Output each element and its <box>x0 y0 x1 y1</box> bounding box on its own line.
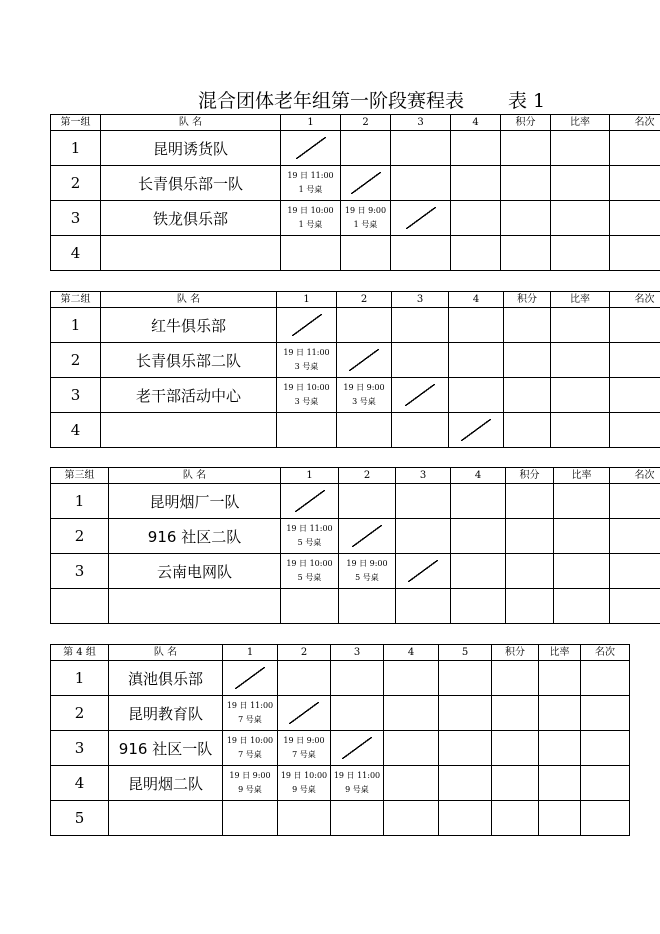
table-row <box>51 201 660 236</box>
match-table: 3 号桌 <box>294 397 319 406</box>
match-time: 19 日 11:00 <box>286 524 333 533</box>
schedule-cell <box>339 554 396 589</box>
document-title <box>0 86 660 114</box>
team-name: 916 社区二队 <box>109 519 281 554</box>
schedule-cell <box>223 731 278 766</box>
diagonal-cell <box>396 554 451 589</box>
match-table: 1 号桌 <box>353 220 378 229</box>
match-time: 19 日 11:00 <box>287 171 334 180</box>
header-col-3: 3 <box>391 115 451 131</box>
diagonal-cell <box>391 201 451 236</box>
match-table: 9 号桌 <box>238 785 262 794</box>
header-rank: 名次 <box>610 468 660 484</box>
group-1-table <box>50 114 660 271</box>
header-col-2: 2 <box>278 645 331 661</box>
match-time: 19 日 11:00 <box>226 701 274 710</box>
schedule-cell <box>281 554 339 589</box>
group-label: 第 4 组 <box>51 645 109 661</box>
header-col-3: 3 <box>396 468 451 484</box>
schedule-cell <box>278 766 331 801</box>
row-number: 3 <box>51 201 101 236</box>
match-table: 9 号桌 <box>345 785 369 794</box>
header-team-name: 队 名 <box>101 115 281 131</box>
schedule-cell <box>281 166 341 201</box>
team-name: 昆明诱货队 <box>101 131 281 166</box>
match-table: 3 号桌 <box>352 397 376 406</box>
table-row <box>51 378 660 413</box>
schedule-cell <box>223 696 278 731</box>
title-table-number: 表 1 <box>508 90 546 112</box>
header-col-4: 4 <box>451 115 501 131</box>
diagonal-cell <box>281 484 339 519</box>
table-row <box>51 484 660 519</box>
row-number: 2 <box>51 343 101 378</box>
table-row <box>51 661 630 696</box>
row-number: 1 <box>51 661 109 696</box>
team-name <box>101 236 281 271</box>
table-row <box>51 131 660 166</box>
table-row <box>51 731 630 766</box>
group-label: 第三组 <box>51 468 109 484</box>
header-col-4: 4 <box>451 468 506 484</box>
schedule-cell <box>223 766 278 801</box>
group-label: 第二组 <box>51 292 101 308</box>
table-row <box>51 413 660 448</box>
team-name <box>109 589 281 624</box>
match-time: 19 日 11:00 <box>333 771 381 780</box>
row-number <box>51 589 109 624</box>
team-name <box>109 801 223 836</box>
table-row <box>51 308 660 343</box>
diagonal-cell <box>341 166 391 201</box>
table-row <box>51 696 630 731</box>
schedule-cell <box>341 201 391 236</box>
row-number: 1 <box>51 308 101 343</box>
team-name: 铁龙俱乐部 <box>101 201 281 236</box>
team-name: 云南电网队 <box>109 554 281 589</box>
team-name: 昆明烟二队 <box>109 766 223 801</box>
team-name <box>101 413 277 448</box>
table-row <box>51 236 660 271</box>
schedule-cell <box>337 378 392 413</box>
match-time: 19 日 9:00 <box>346 559 388 568</box>
diagonal-cell <box>392 378 449 413</box>
diagonal-cell <box>281 131 341 166</box>
header-row <box>51 115 660 131</box>
header-row <box>51 468 660 484</box>
row-number: 3 <box>51 731 109 766</box>
match-table: 7 号桌 <box>292 750 316 759</box>
schedule-cell <box>281 201 341 236</box>
match-time: 19 日 10:00 <box>280 771 328 780</box>
match-time: 19 日 9:00 <box>229 771 271 780</box>
header-team-name: 队 名 <box>101 292 277 308</box>
match-table: 7 号桌 <box>238 750 262 759</box>
row-number: 3 <box>51 554 109 589</box>
header-points: 积分 <box>506 468 554 484</box>
header-rank: 名次 <box>610 292 660 308</box>
table-row <box>51 166 660 201</box>
row-number: 2 <box>51 519 109 554</box>
header-row <box>51 645 630 661</box>
header-points: 积分 <box>501 115 551 131</box>
team-name: 长青俱乐部二队 <box>101 343 277 378</box>
match-table: 1 号桌 <box>298 185 323 194</box>
match-time: 19 日 9:00 <box>283 736 325 745</box>
table-row <box>51 766 630 801</box>
header-ratio: 比率 <box>554 468 610 484</box>
diagonal-cell <box>278 696 331 731</box>
match-table: 5 号桌 <box>297 573 322 582</box>
group-3-table <box>50 467 660 624</box>
match-time: 19 日 9:00 <box>343 383 385 392</box>
table-row <box>51 801 630 836</box>
match-time: 19 日 10:00 <box>283 383 330 392</box>
match-table: 7 号桌 <box>238 715 262 724</box>
header-points: 积分 <box>492 645 539 661</box>
header-points: 积分 <box>504 292 551 308</box>
team-name: 916 社区一队 <box>109 731 223 766</box>
title-main: 混合团体老年组第一阶段赛程表 <box>198 90 465 112</box>
team-name: 长青俱乐部一队 <box>101 166 281 201</box>
team-name: 昆明教育队 <box>109 696 223 731</box>
diagonal-cell <box>449 413 504 448</box>
row-number: 5 <box>51 801 109 836</box>
header-col-1: 1 <box>281 468 339 484</box>
header-ratio: 比率 <box>551 292 610 308</box>
match-time: 19 日 11:00 <box>283 348 330 357</box>
header-rank: 名次 <box>581 645 630 661</box>
header-col-5: 5 <box>439 645 492 661</box>
team-name: 红牛俱乐部 <box>101 308 277 343</box>
header-col-4: 4 <box>449 292 504 308</box>
header-ratio: 比率 <box>539 645 581 661</box>
row-number: 2 <box>51 696 109 731</box>
match-table: 5 号桌 <box>355 573 379 582</box>
table-row <box>51 589 660 624</box>
diagonal-cell <box>277 308 337 343</box>
header-col-1: 1 <box>281 115 341 131</box>
schedule-cell <box>331 766 384 801</box>
diagonal-cell <box>331 731 384 766</box>
match-table: 5 号桌 <box>297 538 322 547</box>
header-col-2: 2 <box>337 292 392 308</box>
header-rank: 名次 <box>610 115 660 131</box>
match-time: 19 日 9:00 <box>344 206 387 215</box>
header-col-3: 3 <box>392 292 449 308</box>
schedule-cell <box>278 731 331 766</box>
row-number: 2 <box>51 166 101 201</box>
diagonal-cell <box>337 343 392 378</box>
match-time: 19 日 10:00 <box>226 736 274 745</box>
schedule-cell <box>277 343 337 378</box>
row-number: 4 <box>51 413 101 448</box>
group-label: 第一组 <box>51 115 101 131</box>
table-row <box>51 519 660 554</box>
group-2-table <box>50 291 660 448</box>
row-number: 1 <box>51 131 101 166</box>
match-table: 9 号桌 <box>292 785 316 794</box>
table-row <box>51 554 660 589</box>
diagonal-cell <box>223 661 278 696</box>
team-name: 老干部活动中心 <box>101 378 277 413</box>
team-name: 昆明烟厂一队 <box>109 484 281 519</box>
schedule-cell <box>277 378 337 413</box>
header-row <box>51 292 660 308</box>
team-name: 滇池俱乐部 <box>109 661 223 696</box>
header-team-name: 队 名 <box>109 645 223 661</box>
header-col-2: 2 <box>341 115 391 131</box>
row-number: 3 <box>51 378 101 413</box>
header-col-1: 1 <box>223 645 278 661</box>
group-4-table <box>50 644 630 836</box>
match-time: 19 日 10:00 <box>286 559 333 568</box>
header-col-4: 4 <box>384 645 439 661</box>
schedule-cell <box>281 519 339 554</box>
row-number: 1 <box>51 484 109 519</box>
header-col-2: 2 <box>339 468 396 484</box>
row-number: 4 <box>51 236 101 271</box>
header-ratio: 比率 <box>551 115 610 131</box>
table-row <box>51 343 660 378</box>
match-table: 3 号桌 <box>294 362 319 371</box>
header-col-3: 3 <box>331 645 384 661</box>
row-number: 4 <box>51 766 109 801</box>
diagonal-cell <box>339 519 396 554</box>
header-team-name: 队 名 <box>109 468 281 484</box>
header-col-1: 1 <box>277 292 337 308</box>
match-table: 1 号桌 <box>298 220 323 229</box>
match-time: 19 日 10:00 <box>287 206 334 215</box>
